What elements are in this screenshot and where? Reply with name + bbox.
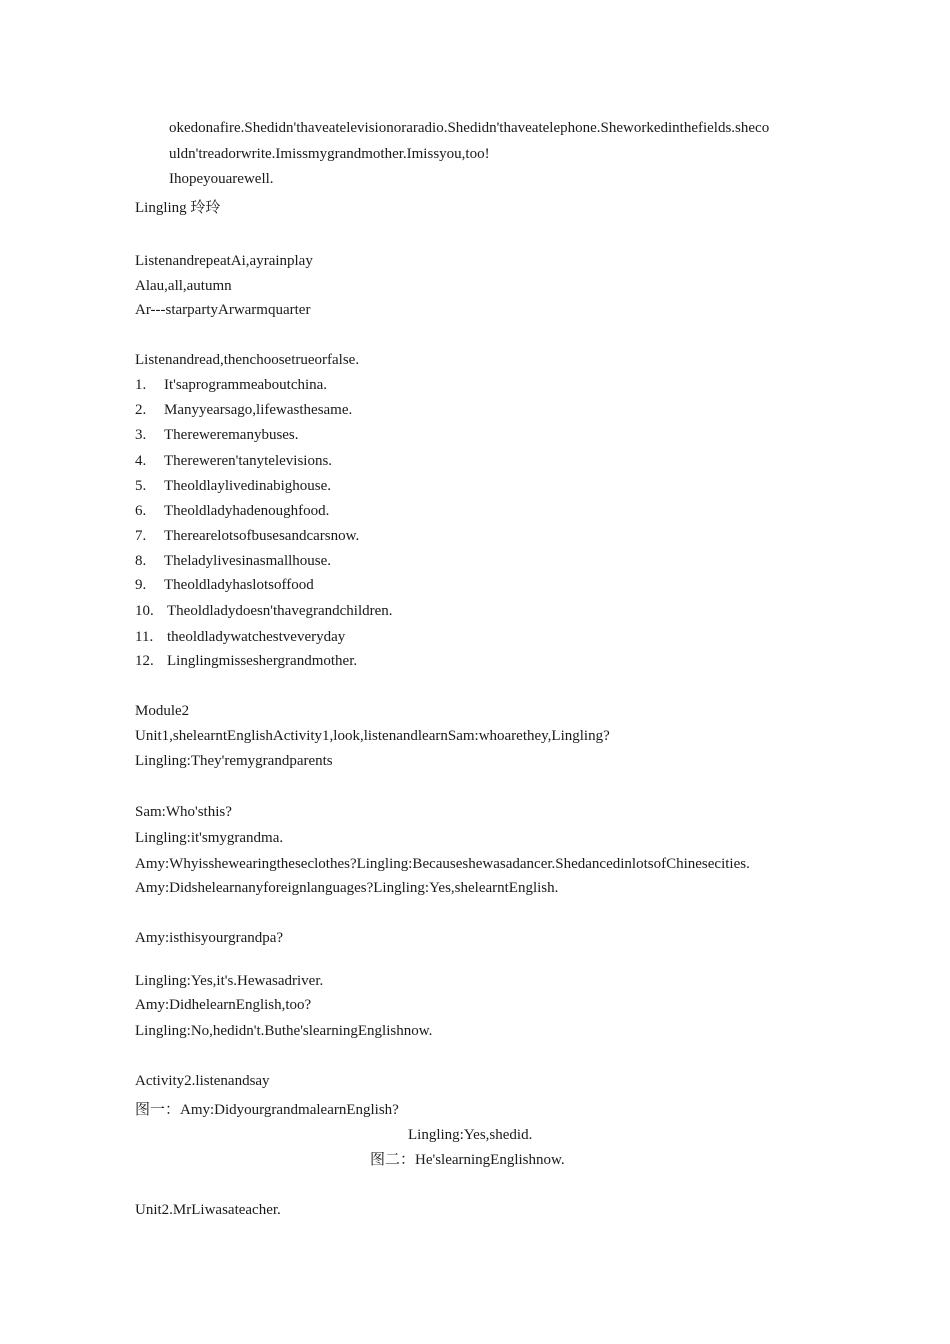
list-item-text: Therearelotsofbusesandcarsnow.	[164, 528, 360, 544]
list-item-number: 10.	[135, 603, 154, 619]
list-item-number: 7.	[135, 528, 147, 544]
list-item-number: 6.	[135, 503, 147, 519]
list-item-number: 11.	[135, 629, 154, 645]
list-item-number: 1.	[135, 377, 147, 393]
activity-title: Activity2.listenandsay	[135, 1073, 270, 1089]
letter-line-1: okedonafire.Shedidn'thaveatelevisionoraradio.Shedidn'thaveatelephone.Sheworkedinthefields.sheco	[169, 120, 770, 136]
list-item-number: 12.	[135, 653, 154, 669]
list-item-number: 4.	[135, 453, 147, 469]
dialogue-line: Amy:Whyisshewearingtheseclothes?Lingling:Becauseshewasadancer.ShedancedinlotsofChinesecities.	[135, 856, 750, 872]
list-item-text: Theoldlaylivedinabighouse.	[164, 478, 332, 494]
letter-signature: Lingling 玲玲	[135, 200, 221, 216]
picture-1-caption: 图一：Amy:DidyourgrandmalearnEnglish?	[135, 1102, 399, 1118]
list-item-number: 8.	[135, 553, 147, 569]
list-item-number: 9.	[135, 577, 147, 593]
letter-line-2: uldn'treadorwrite.Imissmygrandmother.Imissyou,too!	[169, 146, 490, 162]
dialogue-line: Sam:Who'sthis?	[135, 804, 232, 820]
dialogue-line: Amy:isthisyourgrandpa?	[135, 930, 284, 946]
list-item-text: Theoldladyhaslotsoffood	[164, 577, 314, 593]
list-item-text: Linglingmisseshergrandmother.	[167, 653, 358, 669]
dialogue-line: Lingling:No,hedidn't.Buthe'slearningEnglishnow.	[135, 1023, 433, 1039]
list-item-text: Thereweren'tanytelevisions.	[164, 453, 333, 469]
dialogue-line: Lingling:They'remygrandparents	[135, 753, 333, 769]
unit-title: Unit2.MrLiwasateacher.	[135, 1202, 281, 1218]
module-title: Module2	[135, 703, 190, 719]
list-item-text: Theoldladyhadenoughfood.	[164, 503, 330, 519]
list-item-text: Theladylivesinasmallhouse.	[164, 553, 332, 569]
phonics-line-1: ListenandrepeatAi,ayrainplay	[135, 253, 313, 269]
list-item-number: 3.	[135, 427, 147, 443]
picture-1-reply: Lingling:Yes,shedid.	[408, 1127, 533, 1143]
dialogue-line: Unit1,shelearntEnglishActivity1,look,listenandlearnSam:whoarethey,Lingling?	[135, 728, 610, 744]
list-item-number: 5.	[135, 478, 147, 494]
list-item-text: Manyyearsago,lifewasthesame.	[164, 402, 353, 418]
list-item-text: theoldladywatchestveveryday	[167, 629, 346, 645]
list-item-text: Theoldladydoesn'thavegrandchildren.	[167, 603, 393, 619]
dialogue-line: Lingling:it'smygrandma.	[135, 830, 284, 846]
picture-2-caption: 图二：He'slearningEnglishnow.	[370, 1152, 565, 1168]
phonics-line-3: Ar---starpartyArwarmquarter	[135, 302, 311, 318]
true-false-heading: Listenandread,thenchoosetrueorfalse.	[135, 352, 360, 368]
letter-line-3: Ihopeyouarewell.	[169, 171, 274, 187]
list-item-text: Thereweremanybuses.	[164, 427, 299, 443]
list-item-text: It'saprogrammeaboutchina.	[164, 377, 328, 393]
dialogue-line: Amy:Didshelearnanyforeignlanguages?Lingling:Yes,shelearntEnglish.	[135, 880, 559, 896]
list-item-number: 2.	[135, 402, 147, 418]
phonics-line-2: Alau,all,autumn	[135, 278, 232, 294]
dialogue-line: Lingling:Yes,it's.Hewasadriver.	[135, 973, 324, 989]
dialogue-line: Amy:DidhelearnEnglish,too?	[135, 997, 312, 1013]
